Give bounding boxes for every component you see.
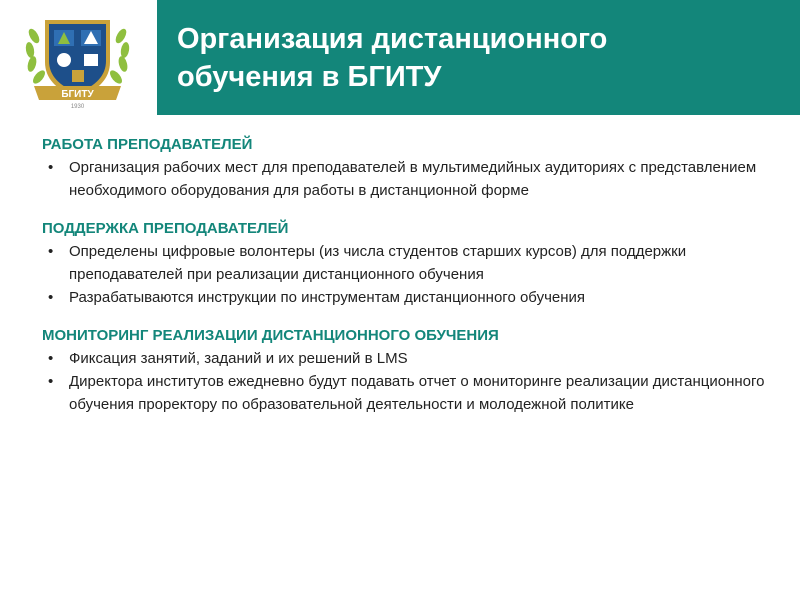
list-item: • Определены цифровые волонтеры (из числа студентов старших курсов) для поддержки преподавателей при реализации дистанционного обучения (42, 240, 782, 286)
section-teacher-work (42, 134, 782, 202)
section-monitoring (42, 325, 782, 416)
section-heading: МОНИТОРИНГ РЕАЛИЗАЦИИ ДИСТАНЦИОННОГО ОБУЧЕНИЯ (42, 327, 499, 344)
list-item: • Организация рабочих мест для преподавателей в мультимедийных аудиториях с представлением необходимого оборудования для работы в дистанционной форме (42, 156, 782, 202)
list-item: • Фиксация занятий, заданий и их решений в LMS (42, 347, 782, 370)
logo-year: 1930 (70, 104, 85, 110)
page-title (177, 20, 787, 96)
logo-area (0, 0, 157, 115)
section-heading: РАБОТА ПРЕПОДАВАТЕЛЕЙ (42, 136, 253, 153)
bullet-list (42, 240, 782, 309)
bullet-list (42, 156, 782, 202)
section-teacher-support (42, 218, 782, 309)
slide-header (0, 0, 800, 115)
section-heading: ПОДДЕРЖКА ПРЕПОДАВАТЕЛЕЙ (42, 220, 289, 237)
page-title-line-2: обучения в БГИТУ (177, 61, 442, 93)
bullet-list (42, 347, 782, 416)
slide-content (42, 134, 782, 432)
list-item: • Директора институтов ежедневно будут подавать отчет о мониторинге реализации дистанционного обучения проректору по образовательной деятельности и молодежной политике (42, 370, 782, 416)
logo-text: БГИТУ (61, 89, 94, 100)
university-logo (20, 6, 135, 110)
page-title-line-1: Организация дистанционного (177, 23, 608, 55)
list-item: • Разрабатываются инструкции по инструментам дистанционного обучения (42, 286, 782, 309)
